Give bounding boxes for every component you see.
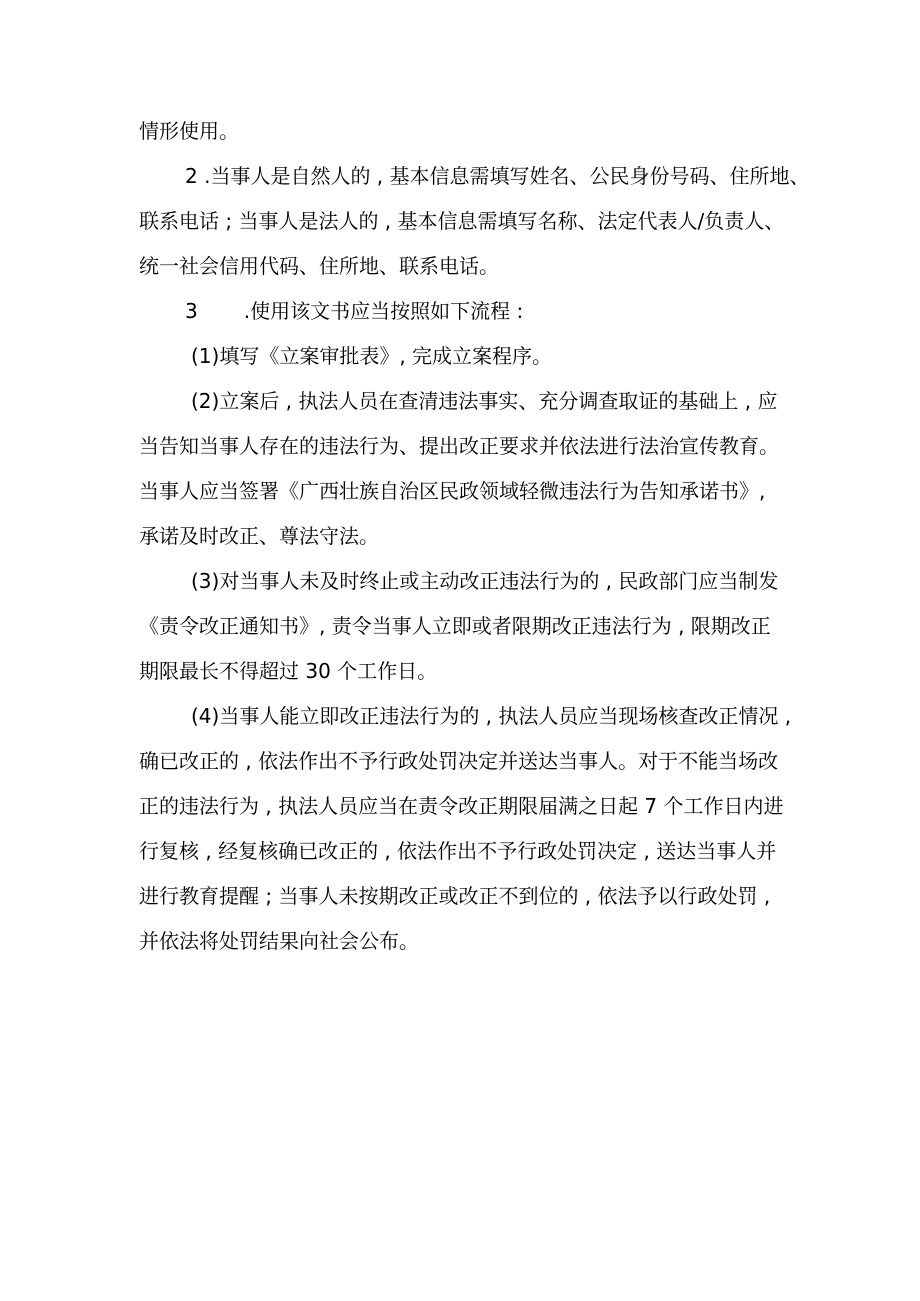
text-line: 统一社会信用代码、住所地、联系电话。	[139, 254, 499, 278]
text-line: 联系电话 ; 当事人是法人的 , 基本信息需填写名称、法定代表人/负责人、	[139, 209, 785, 233]
text-line	[139, 289, 839, 334]
text-line: 行复核 , 经复核确已改正的 , 依法作出不予行政处罚决定 , 送达当事人并	[139, 839, 777, 863]
text-line: 正的违法行为 , 执法人员应当在责令改正期限届满之日起 7 个工作日内进	[139, 794, 784, 818]
text-line: 进行教育提醒 ; 当事人未按期改正或改正不到位的 , 依法予以行政处罚 ,	[139, 884, 771, 908]
text-line: (2)立案后 , 执法人员在查清违法事实、充分调查取证的基础上 , 应	[191, 389, 778, 413]
text-line: 当事人应当签署《广西壮族自治区民政领域轻微违法行为告知承诺书》,	[139, 479, 766, 503]
text-line: (4)当事人能立即改正违法行为的 , 执法人员应当现场核查改正情况 ,	[191, 704, 792, 728]
text-line: 《责令改正通知书》, 责令当事人立即或者限期改正违法行为 , 限期改正	[139, 614, 771, 638]
text-line: (3)对当事人未及时终止或主动改正违法行为的 , 民政部门应当制发	[191, 569, 779, 593]
text-line: 承诺及时改正、尊法守法。	[139, 524, 379, 548]
list-text: .使用该文书应当按照如下流程 :	[243, 299, 524, 323]
text-line: 期限最长不得超过 30 个工作日。	[139, 659, 438, 683]
list-number: 3	[185, 299, 198, 323]
text-line: 并依法将处罚结果向社会公布。	[139, 929, 419, 953]
text-line: 2 .当事人是自然人的 , 基本信息需填写姓名、公民身份号码、住所地、	[185, 164, 810, 188]
text-line: 当告知当事人存在的违法行为、提出改正要求并依法进行法治宣传教育。	[139, 434, 779, 458]
text-line: (1)填写《立案审批表》, 完成立案程序。	[191, 344, 553, 368]
text-line: 确已改正的 , 依法作出不予行政处罚决定并送达当事人。对于不能当场改	[139, 749, 779, 773]
text-line: 情形使用。	[139, 119, 239, 143]
document-body	[139, 109, 839, 964]
